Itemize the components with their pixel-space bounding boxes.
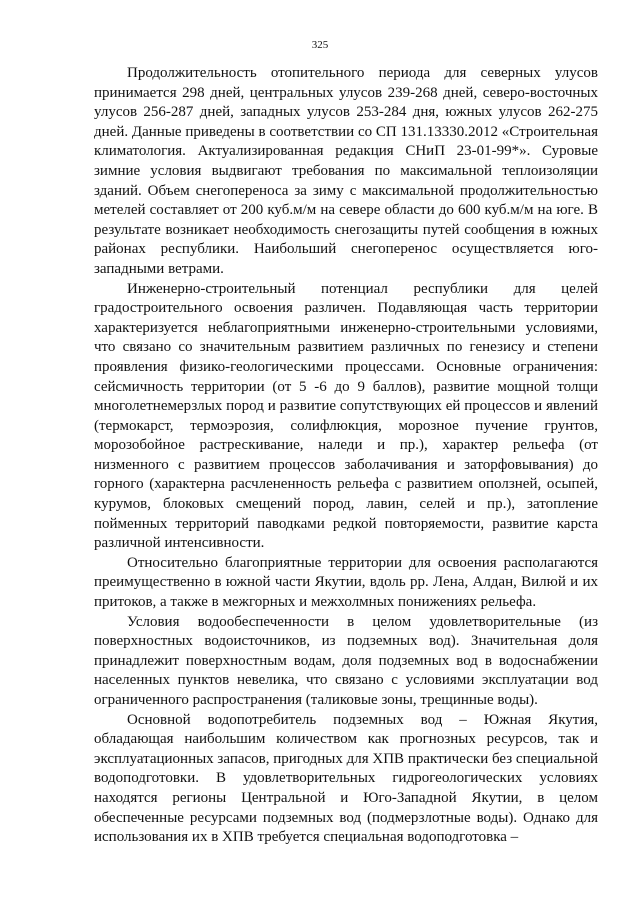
- page-number: 325: [311, 39, 329, 51]
- paragraph-water-supply: Условия водообеспеченности в целом удовлетворительные (из поверхностных водоисточников, из подземных вод). Значительная доля принадлежит поверхностным водам, доля подземных вод в водоснабжении населенных пунктов невелика, что связано с условиями эксплуатации вод ограниченного распространения (таликовые зоны, трещинные воды).: [94, 613, 598, 708]
- paragraph-heating-period: Продолжительность отопительного периода для северных улусов принимается 298 дней, центральных улусов 239-268 дней, северо-восточных улусов 256-287 дней, западных улусов 253-284 дня, южных улусов 262-275 дней. Данные приведены в соответствии со СП 131.13330.2012 «Строительная климатология. Актуализированная редакция СНиП 23-01-99*». Суровые зимние условия выдвигают требования по максимальной теплоизоляции зданий. Объем снегопереноса за зиму с максимальной продолжительностью метелей составляет от 200 куб.м/м на севере области до 600 куб.м/м на юге. В результате возникает необходимость снегозащиты путей сообщения в южных районах республики. Наибольший снегоперенос осуществляется юго-западными ветрами.: [94, 65, 598, 277]
- document-body: [94, 64, 598, 848]
- paragraph-engineering-potential: Инженерно-строительный потенциал республики для целей градостроительного освоения различен. Подавляющая часть территории характеризуется неблагоприятными инженерно-строительными условиями, что связано со значительным развитием различных по генезису и степени проявления физико-геологическими процессами. Основные ограничения: сейсмичность территории (от 5 -6 до 9 баллов), развитие мощной толщи многолетнемерзлых пород и развитие сопутствующих ей процессов и явлений (термокарст, термоэрозия, солифлюкция, морозное пучение грунтов, морозобойное растрескивание, наледи и пр.), характер рельефа (от низменного с развитием процессов заболачивания и заторфовывания) до горного (характерна расчлененность рельефа с развитием оползней, осыпей, курумов, блоковых смещений пород, лавин, селей и пр.), затопление пойменных территорий паводками редкой повторяемости, развитие карста различной интенсивности.: [94, 280, 598, 552]
- paragraph-favorable-territories: Относительно благоприятные территории для освоения располагаются преимущественно в южной части Якутии, вдоль рр. Лена, Алдан, Вилюй и их притоков, а также в межгорных и межхолмных понижениях рельефа.: [94, 554, 598, 611]
- paragraph-groundwater-consumer: Основной водопотребитель подземных вод – Южная Якутия, обладающая наибольшим количеством как прогнозных ресурсов, так и эксплуатационных запасов, пригодных для ХПВ практически без специальной водоподготовки. В удовлетворительных гидрогеологических условиях находятся регионы Центральной и Юго-Западной Якутии, в целом обеспеченные ресурсами подземных вод (подмерзлотные воды). Однако для использования их в ХПВ требуется специальная водоподготовка –: [94, 711, 598, 846]
